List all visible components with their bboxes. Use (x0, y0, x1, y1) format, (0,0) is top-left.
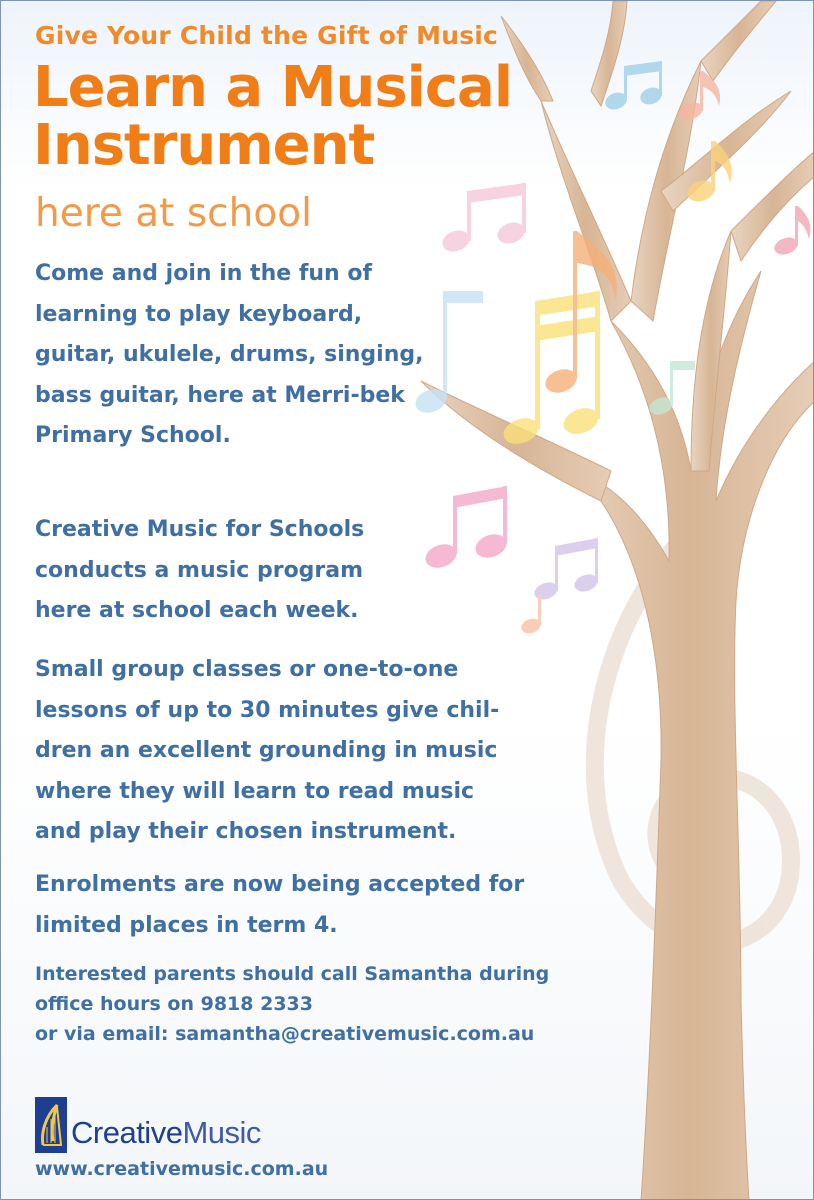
logo-wordmark (71, 1113, 261, 1153)
contact-phone: office hours on 9818 2333 (35, 993, 313, 1015)
contact-email: or via email: samantha@creativemusic.com.au (35, 1023, 535, 1045)
headline-line-2: Instrument (33, 113, 375, 178)
classes-paragraph (35, 650, 499, 853)
subhead: here at school (35, 191, 312, 236)
creative-music-logo (35, 1093, 261, 1153)
classes-line: where they will learn to read music (35, 778, 475, 804)
headline (33, 55, 513, 178)
intro-line: learning to play keyboard, (35, 301, 363, 327)
intro-line: guitar, ukulele, drums, singing, (35, 342, 424, 367)
classes-line: lessons of up to 30 minutes give chil- (35, 697, 500, 723)
logo-word-music: Music (182, 1115, 261, 1150)
contact-line: Interested parents should call Samantha during (35, 963, 550, 985)
enrolment-line: limited places in term 4. (35, 912, 338, 938)
enrolment-paragraph (35, 865, 524, 946)
headline-line-1: Learn a Musical (33, 55, 513, 120)
program-line: conducts a music program (35, 557, 364, 583)
program-line: Creative Music for Schools (35, 517, 365, 542)
intro-paragraph (35, 254, 424, 457)
classes-line: dren an excellent grounding in music (35, 738, 498, 763)
intro-line: Primary School. (35, 423, 231, 448)
tagline: Give Your Child the Gift of Music (35, 21, 499, 50)
contact-info (35, 959, 549, 1049)
classes-line: Small group classes or one-to-one (35, 657, 459, 682)
classes-line: and play their chosen instrument. (35, 819, 457, 844)
intro-line: bass guitar, here at Merri-bek (35, 382, 405, 408)
website-link[interactable]: www.creativemusic.com.au (35, 1158, 329, 1180)
intro-line: Come and join in the fun of (35, 261, 373, 286)
program-paragraph (35, 510, 364, 632)
program-line: here at school each week. (35, 598, 359, 623)
enrolment-line: Enrolments are now being accepted for (35, 872, 525, 897)
harp-logo-icon (35, 1097, 67, 1153)
logo-word-creative: Creative (71, 1115, 183, 1150)
